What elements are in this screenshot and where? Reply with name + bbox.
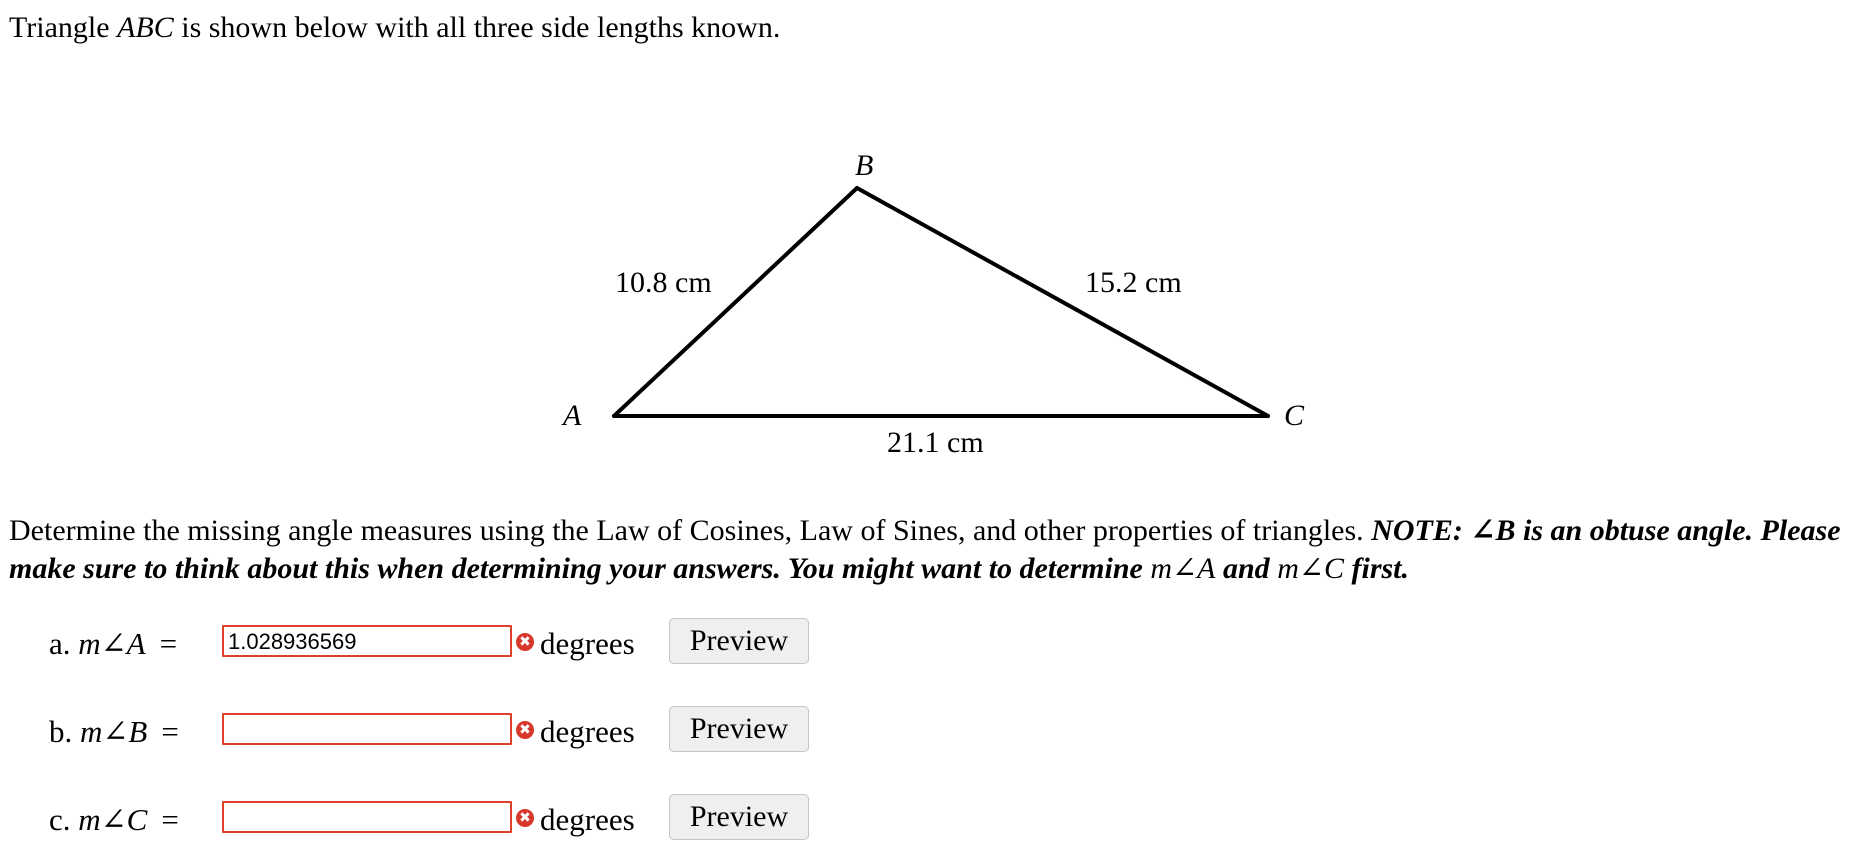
answer-letter: a.: [49, 626, 71, 661]
answer-row-c: [0, 792, 900, 848]
answer-label-c: [49, 800, 179, 840]
note-prefix: NOTE:: [1371, 514, 1471, 547]
answer-letter: c.: [49, 802, 71, 837]
angle-a-input[interactable]: [222, 625, 512, 657]
side-length-bc: 15.2 cm: [1085, 266, 1182, 299]
units-label: degrees: [540, 714, 635, 749]
vertex-label-b: B: [855, 149, 874, 182]
problem-instructions: [9, 512, 1849, 588]
preview-button-b[interactable]: Preview: [669, 706, 809, 752]
answer-row-b: [0, 704, 900, 760]
answer-expression: m∠A: [78, 626, 146, 661]
angle-b-input[interactable]: [222, 713, 512, 745]
answer-expression: m∠B: [80, 714, 148, 749]
side-bc: [857, 188, 1268, 416]
preview-button-a[interactable]: Preview: [669, 618, 809, 664]
error-x-icon: ✖: [516, 633, 534, 651]
note-and: and: [1215, 552, 1278, 585]
answer-row-a: [0, 616, 900, 672]
units-label: degrees: [540, 626, 635, 661]
vertex-label-c: C: [1284, 399, 1305, 432]
side-length-ac: 21.1 cm: [887, 426, 984, 459]
error-x-icon: ✖: [516, 809, 534, 827]
angle-c-input[interactable]: [222, 801, 512, 833]
answer-equals: =: [161, 802, 179, 837]
side-ab: [614, 188, 857, 416]
error-x-icon: ✖: [516, 721, 534, 739]
preview-button-c[interactable]: Preview: [669, 794, 809, 840]
side-length-ab: 10.8 cm: [615, 266, 712, 299]
note-angle: ∠B: [1470, 514, 1516, 547]
answer-label-a: [49, 624, 177, 664]
intro-prefix: Triangle: [9, 11, 118, 44]
answer-letter: b.: [49, 714, 73, 749]
note-math-c: m∠C: [1277, 552, 1344, 585]
answer-expression: m∠C: [78, 802, 148, 837]
note-end: first.: [1344, 552, 1410, 585]
answer-equals: =: [159, 626, 178, 661]
units-label: degrees: [540, 802, 635, 837]
answer-equals: =: [161, 714, 179, 749]
intro-suffix: is shown below with all three side lengths known.: [173, 11, 781, 44]
answer-label-b: [49, 712, 179, 752]
vertex-label-a: A: [563, 399, 582, 432]
note-middle: is an obtuse angle. Please make sure to think about this when determining your answers. You might want to determine: [9, 514, 1841, 585]
triangle-name: ABC: [117, 11, 174, 44]
note-math-a: m∠A: [1150, 552, 1216, 585]
instructions-text: Determine the missing angle measures using the Law of Cosines, Law of Sines, and other properties of triangles.: [9, 514, 1372, 547]
